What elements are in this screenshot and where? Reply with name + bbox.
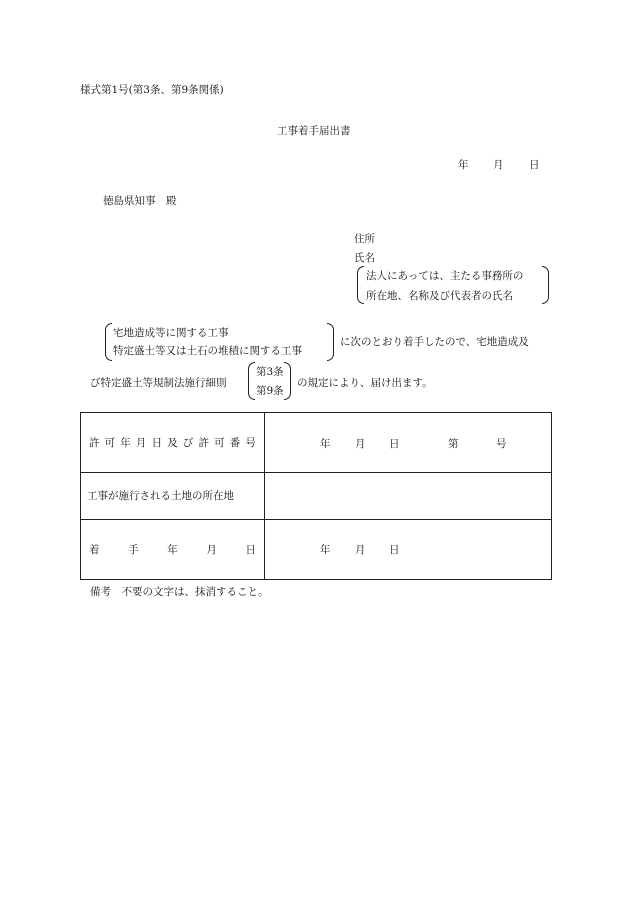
label-char: 日 — [245, 543, 256, 556]
bracket-right — [542, 266, 549, 304]
table-row — [81, 519, 552, 579]
permit-month: 月 — [355, 437, 366, 450]
label-char: 月 — [206, 543, 217, 556]
choice-b: 特定盛土等又は土石の堆積に関する工事 — [113, 345, 302, 357]
corp-note-line-2: 所在地、名称及び代表者の氏名 — [366, 290, 513, 302]
permit-day: 日 — [389, 437, 400, 450]
corp-note-line-1: 法人にあっては、主たる事務所の — [366, 270, 524, 282]
document-title: 工事着手届出書 — [277, 125, 351, 137]
permit-no-prefix: 第 — [448, 437, 459, 450]
article-a: 第3条 — [256, 366, 284, 378]
label-char: 可 — [104, 437, 116, 450]
article-b: 第9条 — [256, 385, 284, 397]
permit-date-number-value[interactable] — [265, 413, 552, 473]
label-char: 手 — [128, 543, 139, 556]
label-char: 年 — [120, 437, 131, 450]
site-location-label: 工事が施行される土地の所在地 — [81, 473, 265, 519]
label-char: 号 — [245, 437, 256, 450]
form-number: 様式第1号(第3条、第9条関係) — [80, 84, 224, 96]
bracket-right — [284, 362, 291, 400]
permit-no-suffix: 号 — [496, 437, 507, 450]
body-line-1: に次のとおり着手したので、宅地造成及 — [340, 336, 529, 348]
start-date-label — [81, 519, 265, 579]
label-char: 日 — [151, 437, 163, 450]
name-label: 氏名 — [354, 252, 375, 264]
table-row — [81, 413, 552, 473]
label-char: 着 — [89, 543, 100, 556]
label-char: 許 — [198, 437, 209, 450]
permit-year: 年 — [320, 437, 331, 450]
date-year: 年 — [458, 159, 469, 171]
label-char: 月 — [135, 437, 147, 450]
site-location-value[interactable] — [265, 473, 552, 519]
label-char: 許 — [89, 437, 100, 450]
bracket-left — [357, 266, 364, 304]
label-char: 可 — [214, 437, 225, 450]
table-row — [81, 473, 552, 519]
date-month: 月 — [493, 159, 504, 171]
start-year: 年 — [320, 544, 331, 557]
remarks-note: 備考 不要の文字は、抹消すること。 — [90, 586, 269, 598]
body-line-2-end: の規定により、届け出ます。 — [297, 377, 433, 389]
bracket-left — [248, 362, 255, 400]
start-date-value[interactable] — [265, 519, 552, 579]
label-char: び — [182, 437, 194, 450]
label-char: 番 — [229, 437, 241, 450]
address-label: 住所 — [354, 233, 375, 245]
body-line-2-start: び特定盛土等規制法施行細則 — [90, 377, 227, 389]
choice-a: 宅地造成等に関する工事 — [113, 327, 229, 339]
form-table — [80, 412, 552, 580]
addressee: 徳島県知事 殿 — [103, 195, 177, 207]
bracket-left — [105, 323, 112, 361]
permit-date-number-label — [81, 413, 265, 473]
label-char: 年 — [167, 543, 178, 556]
start-day: 日 — [389, 544, 400, 557]
start-month: 月 — [355, 544, 366, 557]
date-day: 日 — [529, 159, 540, 171]
bracket-right — [327, 323, 334, 361]
label-char: 及 — [167, 437, 178, 450]
